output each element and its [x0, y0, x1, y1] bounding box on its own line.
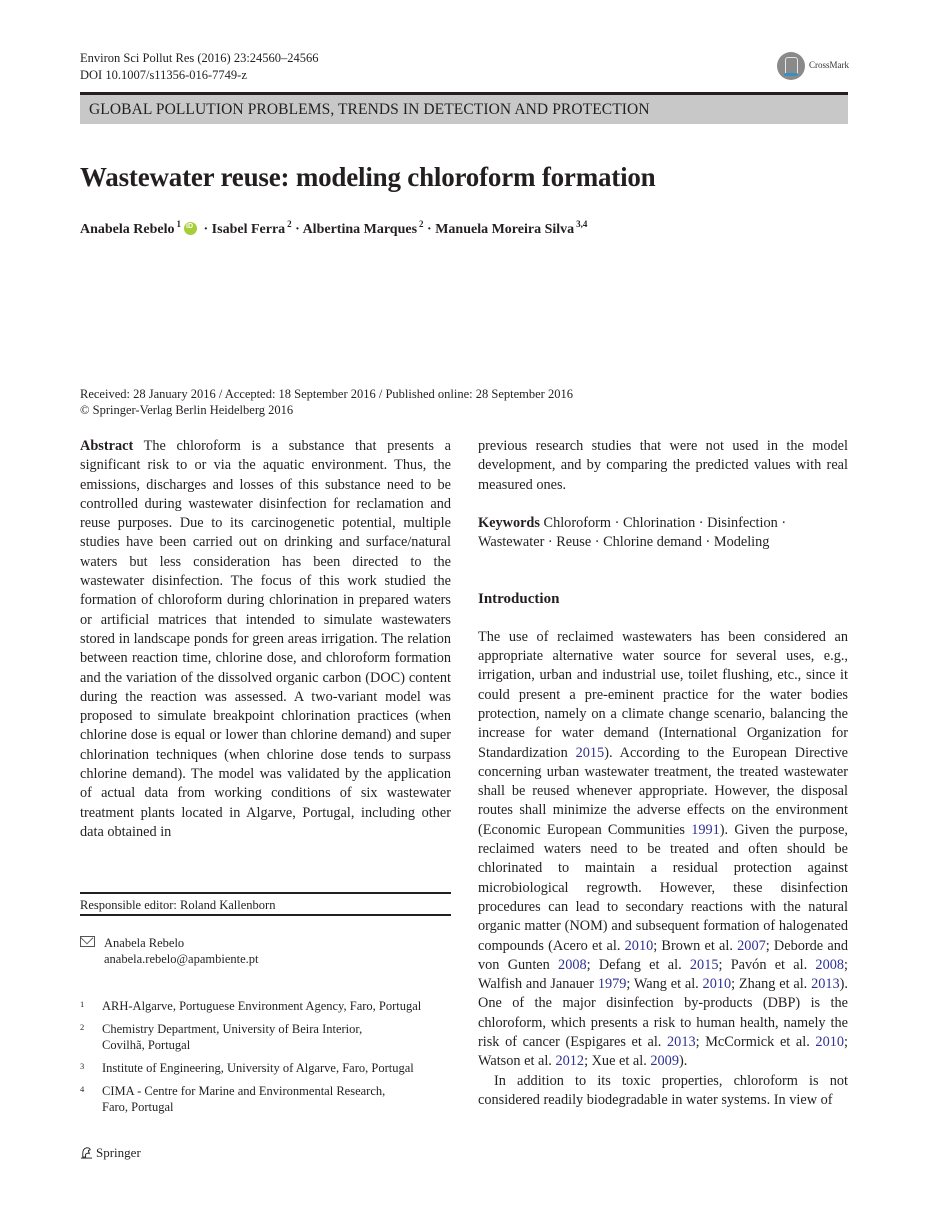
- paragraph-text: ; Watson et al.: [478, 1034, 848, 1070]
- corresponding-author: [80, 935, 451, 969]
- citation-link[interactable]: 2008: [558, 956, 587, 973]
- affiliation-number: 3: [80, 1061, 85, 1071]
- introduction-paragraph-2: In addition to its toxic properties, chloroform is not considered readily biodegradable in water systems. In view of: [478, 1072, 848, 1108]
- affiliation-2: [80, 1021, 451, 1053]
- doi[interactable]: DOI 10.1007/s11356-016-7749-z: [80, 68, 247, 82]
- citation-link[interactable]: 2015: [575, 744, 605, 761]
- crossmark-icon: [777, 52, 805, 80]
- affiliation-text: Faro, Portugal: [102, 1100, 174, 1114]
- paragraph-text: ). According to the European Directive concerning urban wastewater treatment, the treated wastewater shall be reused whenever appropriate. However, the disposal routes shall minimize the adverse effects on the environment (Economic European Communities: [478, 744, 848, 838]
- author-separator: ·: [200, 222, 212, 237]
- author-name[interactable]: Albertina Marques: [302, 222, 418, 237]
- paragraph-text: ; Walfish and Janauer: [478, 956, 848, 993]
- affiliation-number: 4: [80, 1084, 85, 1094]
- affiliation-text: ARH-Algarve, Portuguese Environment Agency, Faro, Portugal: [102, 999, 422, 1013]
- springer-horse-icon: [80, 1146, 93, 1159]
- citation-link[interactable]: 2012: [555, 1053, 585, 1070]
- contact-name: Anabela Rebelo: [104, 936, 185, 950]
- abstract-text: The chloroform is a substance that presents a significant risk to or via the aquatic environment. Thus, the emissions, discharges and losses of this substance need to be controlled during wastewater disinfection for reclamation and reuse purposes. Due to its carcinogenetic potential, multiple studies have been carried out on drinking and surface/natural waters but less consideration has been directed to the wastewater disinfection. The focus of this work studied the formation of chloroform during chlorination in prepared waters or artificial matrices that intended to simulate wastewaters stored in landscape ponds for green areas irrigation. The relation between reaction time, chlorine dose, and chloroform formation and the variation of the dissolved organic carbon (DOC) content during the reaction was assessed. A two-variant model was proposed to simulate breakpoint chlorination practices (when chlorine dose is equal or lower than chlorine demand) and super chlorination techniques (when chlorine dose tends to surpass chlorine demand). The model was validated by the application of actual data from working conditions of six wastewater treatment plants located in Algarve, Portugal, including other data obtained in: [80, 438, 451, 840]
- crossmark-label: CrossMark: [809, 60, 849, 70]
- right-column: [478, 437, 848, 1110]
- publisher-name: Springer: [96, 1145, 141, 1160]
- paragraph-text: ; Defang et al.: [586, 956, 690, 973]
- paragraph-text: ).: [678, 1053, 688, 1070]
- affiliation-marker: 1: [176, 219, 181, 229]
- orcid-icon[interactable]: [184, 222, 197, 235]
- keywords-label: Keywords: [478, 514, 540, 531]
- keywords: [478, 514, 848, 553]
- citation-link[interactable]: 2010: [815, 1034, 845, 1051]
- affiliation-marker: 2: [287, 219, 292, 229]
- citation-link[interactable]: 2010: [702, 976, 732, 993]
- affiliation-text: CIMA - Centre for Marine and Environmental Research,: [102, 1084, 386, 1098]
- abstract-label: Abstract: [80, 438, 134, 454]
- responsible-editor: Responsible editor: Roland Kallenborn: [80, 892, 451, 916]
- citation-link[interactable]: 2015: [689, 956, 719, 973]
- citation-link[interactable]: 2010: [624, 937, 654, 954]
- citation-link[interactable]: 1991: [691, 821, 720, 838]
- paragraph-text: ; Zhang et al.: [731, 976, 812, 993]
- author-separator: ·: [423, 222, 436, 237]
- citation-link[interactable]: 2008: [815, 956, 845, 973]
- journal-citation: Environ Sci Pollut Res (2016) 23:24560–24566: [80, 51, 319, 65]
- affiliation-3: [80, 1060, 451, 1076]
- copyright-line: © Springer-Verlag Berlin Heidelberg 2016: [80, 403, 294, 417]
- citation-link[interactable]: 2009: [650, 1053, 679, 1070]
- affiliation-4: [80, 1083, 451, 1115]
- paragraph-text: ). One of the major disinfection by-products (DBP) is the chloroform, which presents a risk to human health, namely the risk of cancer (Espigares et al.: [478, 976, 848, 1051]
- citation-link[interactable]: 2013: [667, 1034, 696, 1051]
- section-banner: [80, 92, 848, 124]
- paragraph-text: ; Xue et al.: [584, 1053, 651, 1070]
- publisher-logo: [80, 1145, 141, 1161]
- citation-link[interactable]: 2007: [737, 937, 766, 954]
- contact-email[interactable]: anabela.rebelo@apambiente.pt: [104, 952, 259, 966]
- paragraph-text: ). Given the purpose, reclaimed waters need to be treated and often should be chlorinated to maintain a residual protection against microbiological regrowth. However, these disinfection procedures can lead to secondary reactions with the natural organic matter (NOM) and subsequent formation of halogenated compounds (Acero et al.: [478, 821, 848, 954]
- citation-link[interactable]: 1979: [597, 976, 627, 993]
- section-banner-text: GLOBAL POLLUTION PROBLEMS, TRENDS IN DETECTION AND PROTECTION: [89, 101, 650, 118]
- affiliation-number: 2: [80, 1022, 85, 1032]
- paragraph-text: The use of reclaimed wastewaters has been considered an appropriate alternative water source for several uses, e.g., irrigation, urban and industrial use, toilet flushing, etc., since it could present a pre-eminent practice for the water bodies protection, namely on a climate change scenario, balancing the increase for water demand (International Organization for Standardization: [478, 628, 848, 761]
- introduction-heading: Introduction: [478, 591, 560, 608]
- abstract-continued: previous research studies that were not used in the model development, and by comparing the predicted values with real measured ones.: [478, 438, 848, 493]
- introduction-paragraph-1: [478, 628, 848, 1072]
- citation-link[interactable]: 2013: [811, 976, 840, 993]
- paragraph-text: ; Deborde and von Gunten: [478, 937, 848, 973]
- abstract-left-column: [80, 437, 451, 842]
- affiliation-marker: 2: [419, 219, 424, 229]
- keywords-line-2: Wastewater · Reuse · Chlorine demand · Modeling: [478, 534, 770, 551]
- affiliation-1: [80, 998, 451, 1014]
- article-title: Wastewater reuse: modeling chloroform formation: [80, 162, 656, 192]
- keywords-line-1: Chloroform · Chlorination · Disinfection ·: [539, 514, 787, 531]
- author-list: [80, 219, 587, 238]
- paragraph-text: ; McCormick et al.: [695, 1034, 816, 1051]
- envelope-icon: [80, 936, 95, 947]
- author-name[interactable]: Anabela Rebelo: [80, 222, 175, 237]
- affiliation-text: Chemistry Department, University of Beira Interior,: [102, 1022, 363, 1036]
- author-name[interactable]: Isabel Ferra: [211, 222, 286, 237]
- paragraph-text: ; Brown et al.: [653, 937, 738, 954]
- affiliation-text: Institute of Engineering, University of Algarve, Faro, Portugal: [102, 1061, 414, 1075]
- paragraph-text: ; Pavón et al.: [718, 956, 816, 973]
- paragraph-text: ; Wang et al.: [626, 976, 703, 993]
- dates-line: Received: 28 January 2016 / Accepted: 18 September 2016 / Published online: 28 September 2016: [80, 387, 573, 401]
- author-separator: ·: [291, 222, 303, 237]
- crossmark-badge[interactable]: [777, 52, 867, 82]
- author-name[interactable]: Manuela Moreira Silva: [435, 222, 575, 237]
- affiliation-text: Covilhã, Portugal: [102, 1038, 191, 1052]
- publication-history: [80, 386, 573, 418]
- affiliation-marker: 3,4: [576, 219, 588, 229]
- affiliation-number: 1: [80, 999, 85, 1009]
